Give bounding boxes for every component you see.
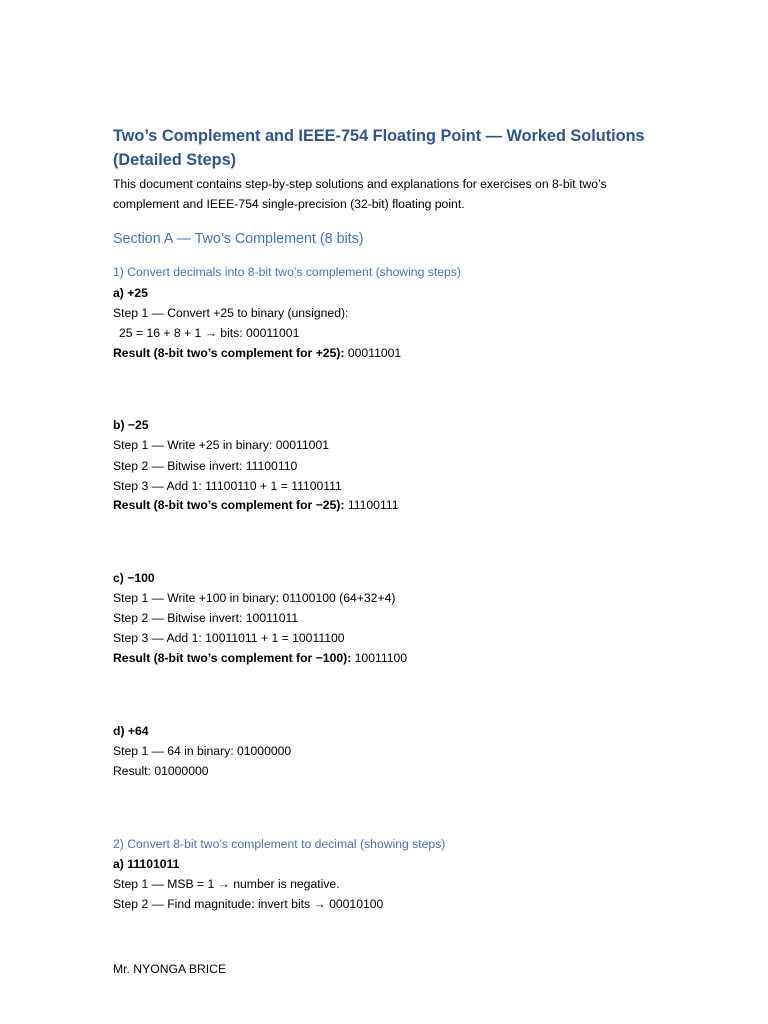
exercise-b-label: b) −25 <box>113 418 149 432</box>
exercise-c-step-1: Step 1 — Write +100 in binary: 01100100 (64+32+4) <box>113 591 396 605</box>
exercise-b-step-1: Step 1 — Write +25 in binary: 00011001 <box>113 438 330 452</box>
exercise-b-result-label: Result (8-bit two’s complement for −25): <box>113 498 345 512</box>
exercise-c-label: c) −100 <box>113 571 155 585</box>
exercise-a-step-1: Step 1 — Convert +25 to binary (unsigned): <box>113 306 349 320</box>
exercise-b-result <box>113 497 398 513</box>
exercise-2a-label: a) 11101011 <box>113 857 180 871</box>
exercise-a-result-value: 00011001 <box>344 346 402 360</box>
page-footer-author: Mr. NYONGA BRICE <box>113 962 227 976</box>
exercise-a-result-label: Result (8-bit two’s complement for +25): <box>113 346 345 360</box>
exercise-d-result: Result: 01000000 <box>113 764 209 778</box>
exercise-c-step-3: Step 3 — Add 1: 10011011 + 1 = 10011100 <box>113 631 345 645</box>
section-a-heading: Section A — Two’s Complement (8 bits) <box>113 231 364 247</box>
exercise-a-label: a) +25 <box>113 286 148 300</box>
exercise-a-detail: 25 = 16 + 8 + 1 → bits: 00011001 <box>119 326 300 340</box>
exercise-b-step-3: Step 3 — Add 1: 11100110 + 1 = 11100111 <box>113 479 342 493</box>
exercise-c-result-label: Result (8-bit two’s complement for −100): <box>113 651 352 665</box>
exercise-2a-step-1: Step 1 — MSB = 1 → number is negative. <box>113 877 340 891</box>
question-2-heading: 2) Convert 8-bit two’s complement to decimal (showing steps) <box>113 837 446 851</box>
exercise-b-result-value: 11100111 <box>344 498 399 512</box>
exercise-2a-step-2: Step 2 — Find magnitude: invert bits → 00010100 <box>113 897 384 911</box>
exercise-d-label: d) +64 <box>113 724 149 738</box>
document-title: Two’s Complement and IEEE-754 Floating Point — Worked Solutions (Detailed Steps) <box>113 127 645 169</box>
exercise-c-result-value: 10011100 <box>351 651 408 665</box>
exercise-a-result <box>113 345 401 361</box>
question-1-heading: 1) Convert decimals into 8-bit two’s complement (showing steps) <box>113 265 461 279</box>
exercise-b-step-2: Step 2 — Bitwise invert: 11100110 <box>113 459 298 473</box>
document-page <box>113 0 653 1024</box>
exercise-c-step-2: Step 2 — Bitwise invert: 10011011 <box>113 611 299 625</box>
exercise-c-result <box>113 650 407 666</box>
intro-paragraph: This document contains step-by-step solutions and explanations for exercises on 8-bit two’s complement and IEEE-754 single-precision (32-bit) floating point. <box>113 177 607 211</box>
exercise-d-step-1: Step 1 — 64 in binary: 01000000 <box>113 744 292 758</box>
